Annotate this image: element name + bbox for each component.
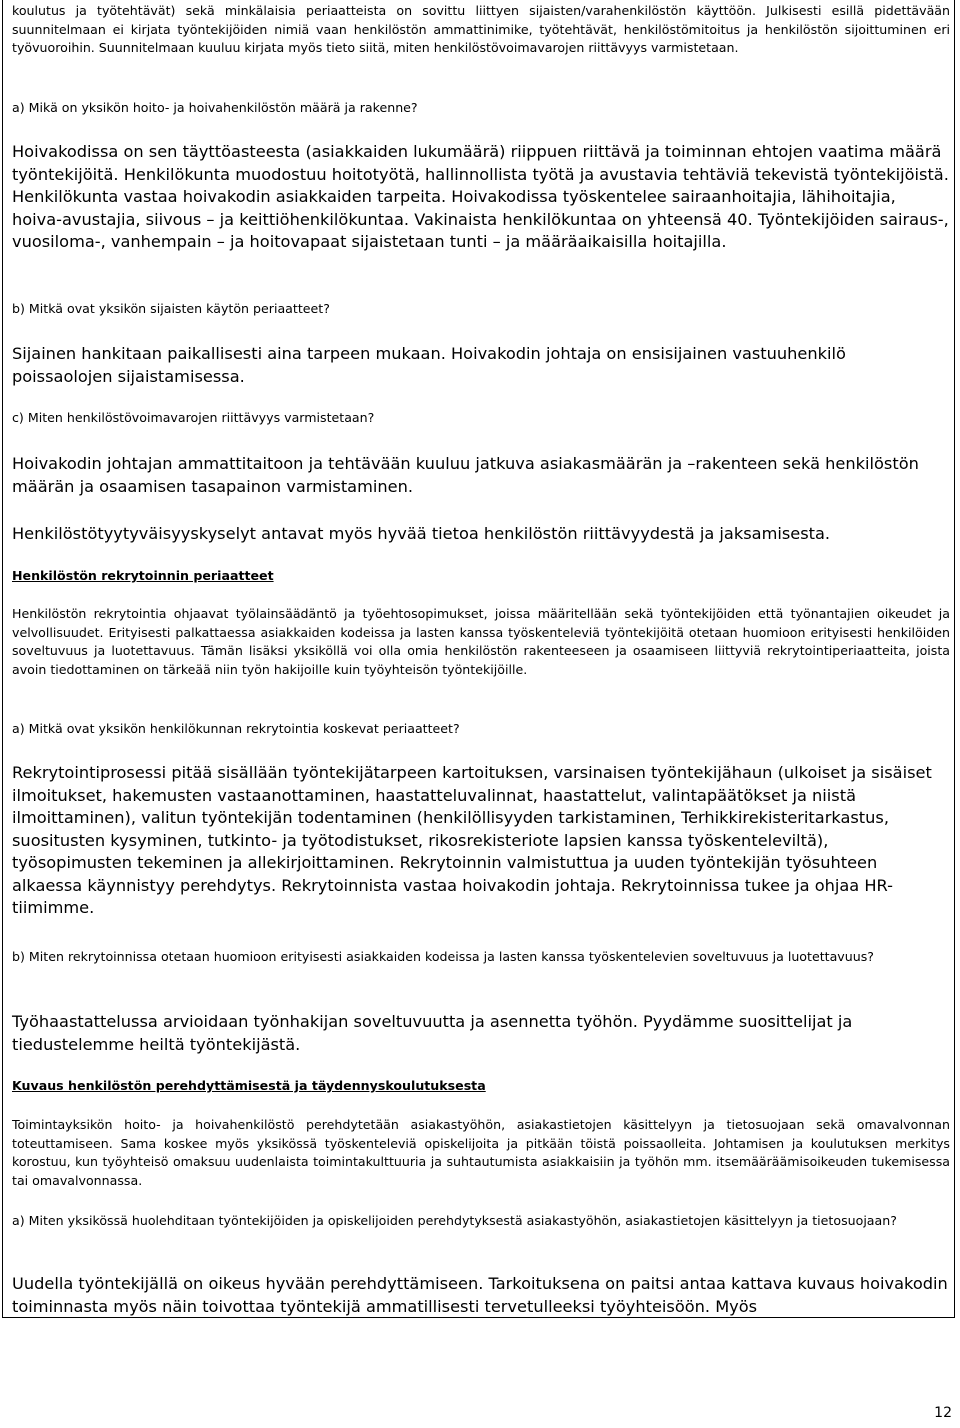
recruitment-paragraph: Henkilöstön rekrytointia ohjaavat työlainsäädäntö ja työehtosopimukset, joissa määritellään sekä työntekijöiden että työnantajien oikeudet ja velvollisuudet. Erityisesti palkattaessa asiakkaiden kodeissa ja lasten kanssa työskenteleviä työntekijöitä otetaan huomioon erityisesti henkilöiden soveltuvuus ja luotettavuus. Tämän lisäksi yksiköllä voi olla omia henkilöstön rakenteeseen ja osaamiseen liittyviä rekrytointiperiaatteita, joista avoin tiedottaminen on tärkeää niin työn hakijoille kuin työyhteisön työntekijöille. <box>12 606 950 677</box>
heading-orientation: Kuvaus henkilöstön perehdyttämisestä ja täydennyskoulutuksesta <box>12 1078 486 1093</box>
question-a-staff-structure: a) Mikä on yksikön hoito- ja hoivahenkilöstön määrä ja rakenne? <box>12 100 418 115</box>
answer-recruitment-a: Rekrytointiprosessi pitää sisällään työntekijätarpeen kartoituksen, varsinaisen työntekijähaun (ulkoiset ja sisäiset ilmoitukset, hakemusten vastaanottaminen, haastatteluvalinnat, haastattelut, valintapäätökset ja niistä ilmoittaminen), valitun työntekijän todentaminen (henkilöllisyyden tarkistaminen, Terhikkirekisteritarkastus, suositusten kysyminen, tutkinto- ja työtodistukset, rikosrekisteriote lapsien kanssa työskenteleviltä), työsopimusten tekeminen ja allekirjoittaminen. Rekrytoinnin valmistuttua ja uuden työntekijän työsuhteen alkaessa käynnistyy perehdytys. Rekrytoinnista vastaa hoivakodin johtaja. Rekrytoinnissa tukee ja ohjaa HR-tiimimme. <box>12 763 932 917</box>
answer-b-substitutes: Sijainen hankitaan paikallisesti aina tarpeen mukaan. Hoivakodin johtaja on ensisijainen vastuuhenkilö poissaolojen sijaistamisessa. <box>12 344 846 386</box>
answer-orientation-a: Uudella työntekijällä on oikeus hyvään perehdyttämiseen. Tarkoituksena on paitsi antaa kattava kuvaus hoivakodin toiminnasta myös näin toivottaa työntekijä ammatillisesti tervetulleeksi työyhteisöön. Myös <box>12 1274 948 1316</box>
heading-recruitment: Henkilöstön rekrytoinnin periaatteet <box>12 568 274 583</box>
answer-c-sufficiency-1: Hoivakodin johtajan ammattitaitoon ja tehtävään kuuluu jatkuva asiakasmäärän ja –rakenteen sekä henkilöstön määrän ja osaamisen tasapainon varmistaminen. <box>12 454 919 496</box>
question-b-substitutes: b) Mitkä ovat yksikön sijaisten käytön periaatteet? <box>12 301 330 316</box>
question-recruitment-a: a) Mitkä ovat yksikön henkilökunnan rekrytointia koskevat periaatteet? <box>12 721 460 736</box>
orientation-paragraph: Toimintayksikön hoito- ja hoivahenkilöstö perehdytetään asiakastyöhön, asiakastietojen käsittelyyn ja tietosuojaan sekä omavalvonnan toteuttamiseen. Sama koskee myös yksikössä työskenteleviä opiskelijoita ja pitkään töistä poissaolleita. Johtamisen ja koulutuksen merkitys korostuu, kun työyhteisö omaksuu uudenlaista toimintakulttuuria ja suhtautumista asiakkaisiin ja työhön mm. itsemääräämisoikeuden tukemisessa tai omavalvonnassa. <box>12 1117 950 1188</box>
answer-recruitment-b: Työhaastattelussa arvioidaan työnhakijan soveltuvuutta ja asennetta työhön. Pyydämme suosittelijat ja tiedustelemme heiltä työntekijästä. <box>12 1012 853 1054</box>
question-c-sufficiency: c) Miten henkilöstövoimavarojen riittävyys varmistetaan? <box>12 410 375 425</box>
page-number: 12 <box>934 1405 952 1421</box>
question-orientation-a: a) Miten yksikössä huolehditaan työntekijöiden ja opiskelijoiden perehdytyksestä asiakastyöhön, asiakastietojen käsittelyyn ja tietosuojaan? <box>12 1213 897 1228</box>
answer-a-staff-structure: Hoivakodissa on sen täyttöasteesta (asiakkaiden lukumäärä) riippuen riittävä ja toiminnan ehtojen vaatima määrä työntekijöitä. Henkilökunta muodostuu hoitotyötä, hallinnollista työtä ja avustavia tehtäviä tekevistä työntekijöistä. Henkilökunta vastaa hoivakodin asiakkaiden tarpeita. Hoivakodissa työskentelee sairaanhoitajia, lähihoitajia, hoiva-avustajia, siivous – ja keittiöhenkilökuntaa. Vakinaista henkilökuntaa on yhteensä 40. Työntekijöiden sairaus-, vuosiloma-, vanhempain – ja hoitovapaat sijaistetaan tunti – ja määräaikaisilla hoitajilla. <box>12 142 949 251</box>
answer-c-sufficiency-2: Henkilöstötyytyväisyyskyselyt antavat myös hyvää tietoa henkilöstön riittävyydestä ja jaksamisesta. <box>12 524 831 543</box>
question-recruitment-b: b) Miten rekrytoinnissa otetaan huomioon erityisesti asiakkaiden kodeissa ja lasten kanssa työskentelevien soveltuvuus ja luotettavuus? <box>12 949 874 964</box>
intro-paragraph: koulutus ja työtehtävät) sekä minkälaisia periaatteista on sovittu liittyen sijaisten/varahenkilöstön käyttöön. Julkisesti esillä pidettävään suunnitelmaan ei kirjata työntekijöiden nimiä vaan henkilöstön ammattinimike, työtehtävät, henkilöstömitoitus ja henkilöstön sijoittuminen eri työvuoroihin. Suunnitelmaan kuuluu kirjata myös tieto siitä, miten henkilöstövoimavarojen riittävyys varmistetaan. <box>12 3 950 56</box>
